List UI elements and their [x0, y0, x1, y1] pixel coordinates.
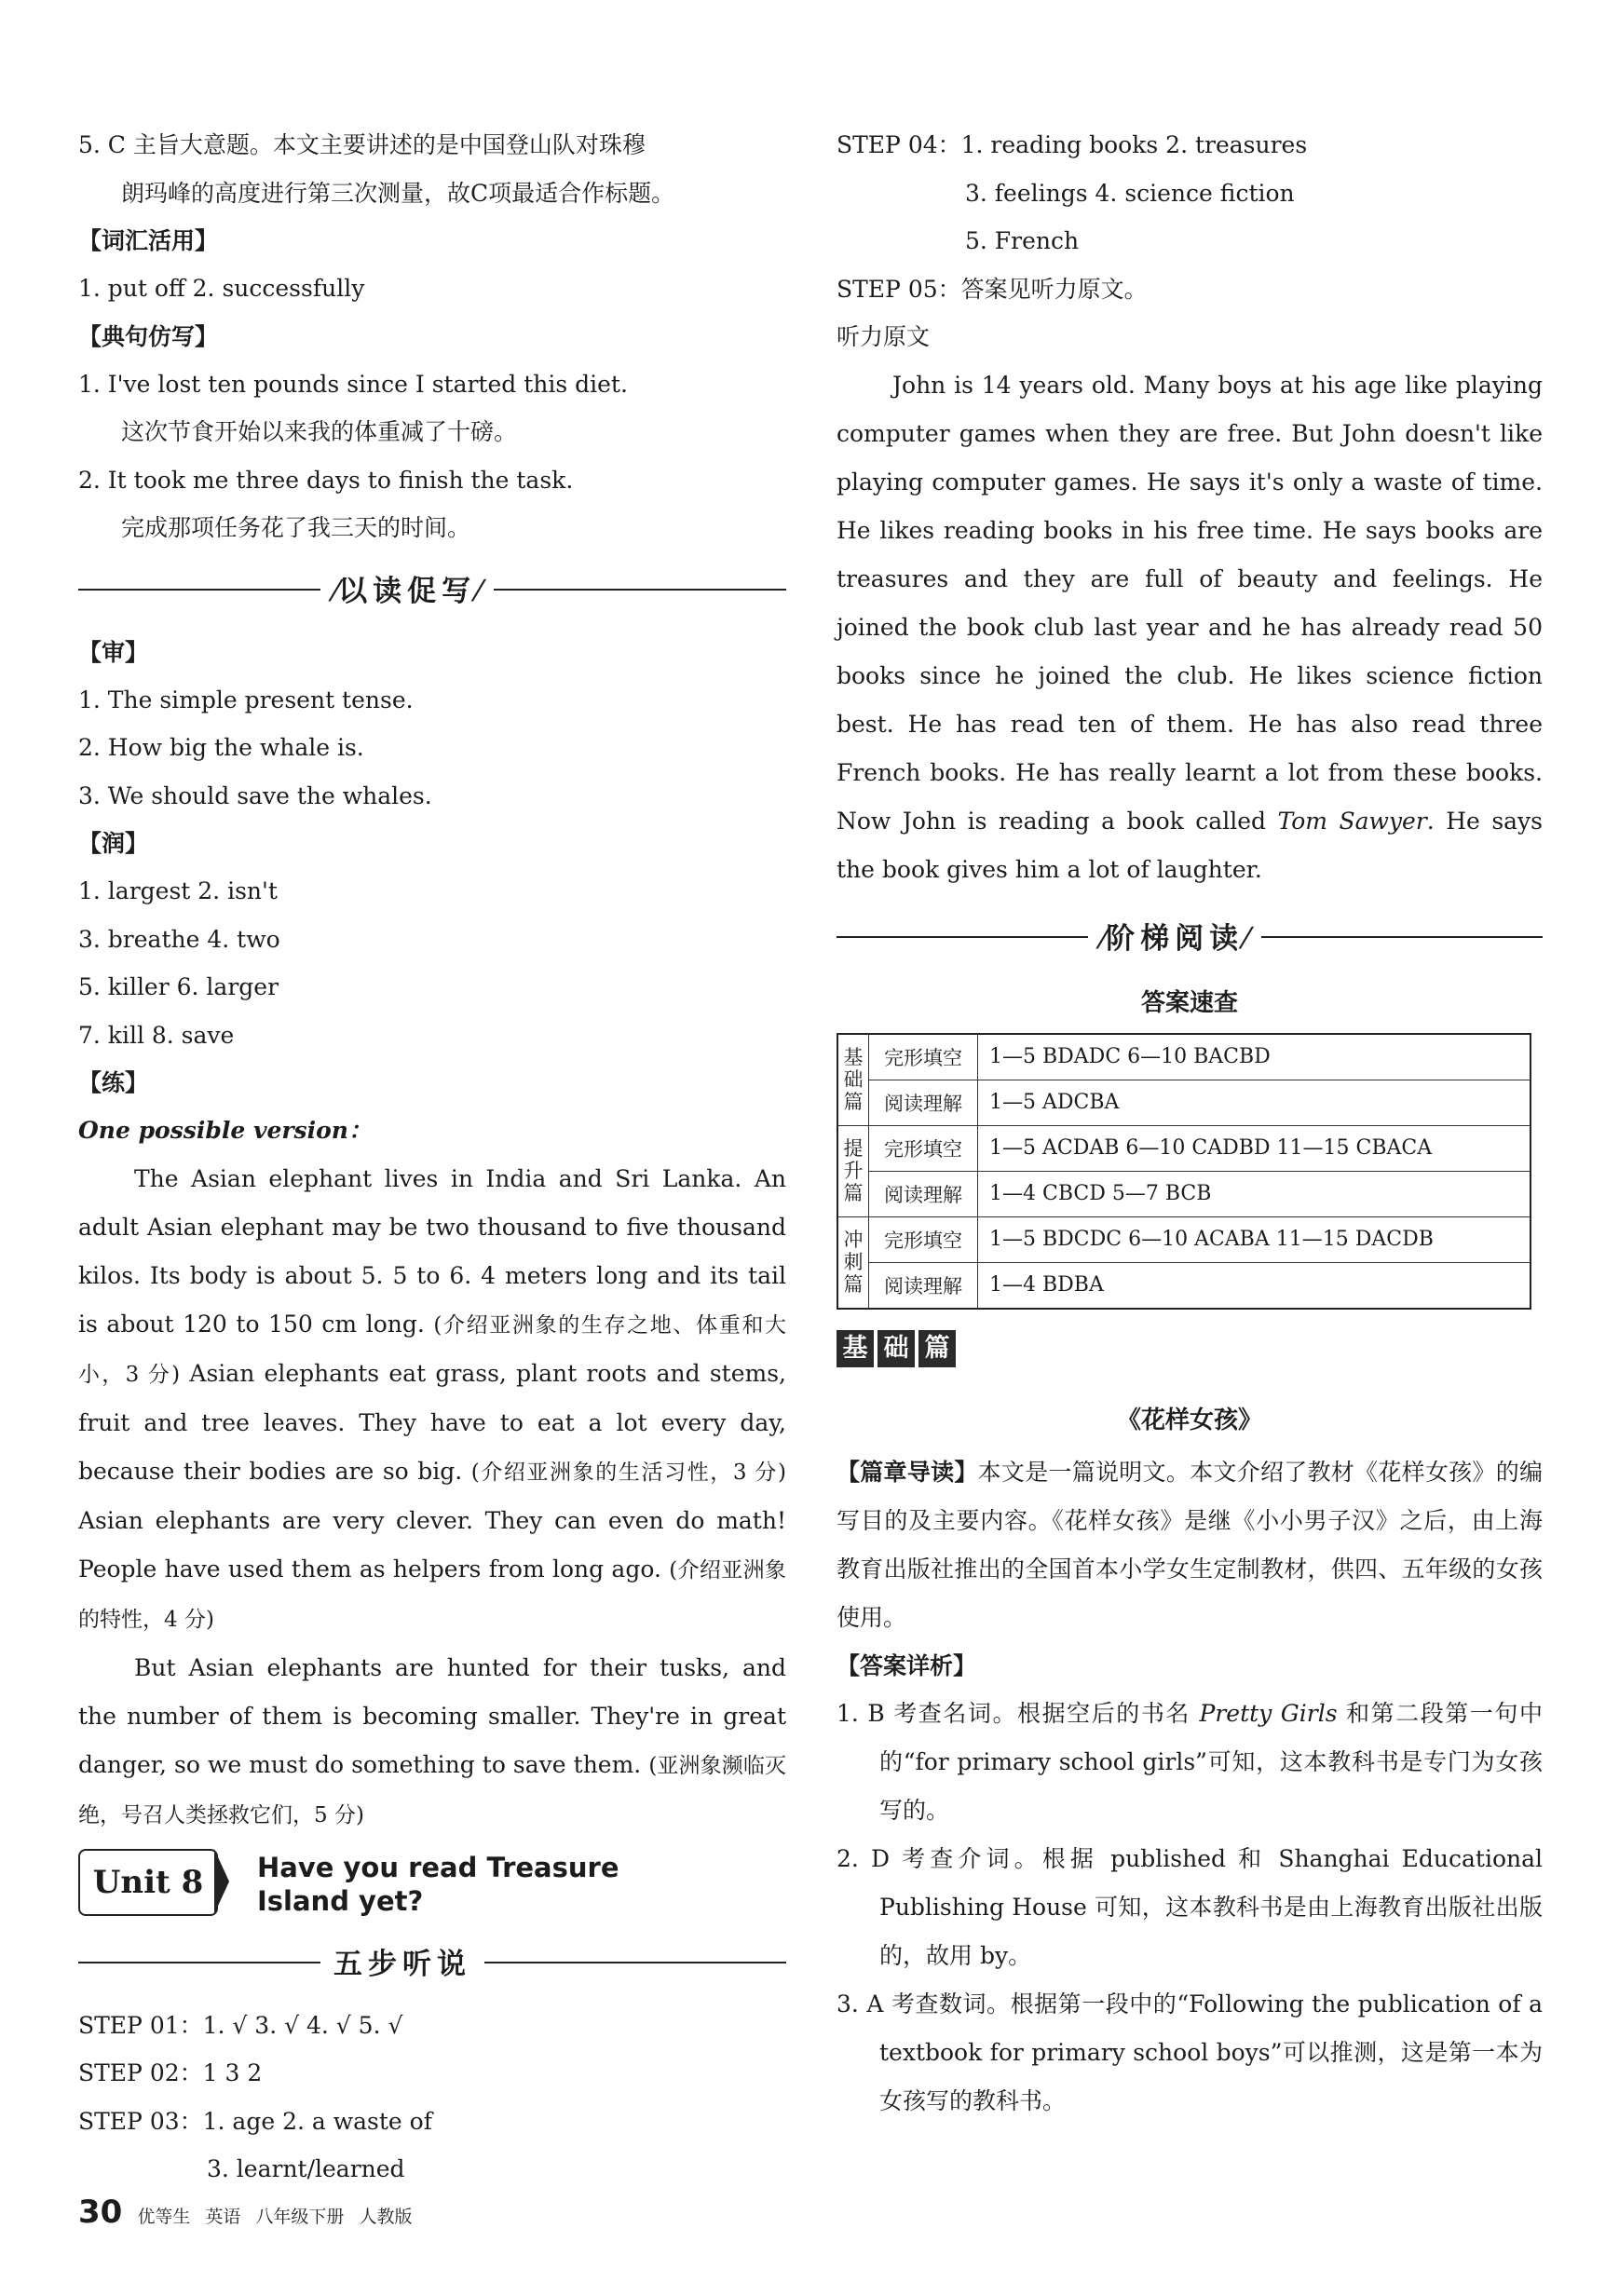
table-answers: 1—5 ADCBA: [978, 1080, 1531, 1125]
sentence-1-cn: 这次节食开始以来我的体重减了十磅。: [121, 418, 518, 445]
sentence-2-en: 2. It took me three days to finish the task.: [78, 466, 574, 494]
run-item: 1. largest 2. isn't: [78, 877, 278, 904]
essay-paragraph-1: The Asian elephant lives in India and Sri Lanka. An adult Asian elephant may be two thousand to five thousand kilos. Its body is about 5. 5 to 6. 4 meters long and its tail is about 120 to 150 cm long. (介绍亚洲象的生存之地、体重和大小，3 分) Asian elephants eat grass, plant roots and stems, fruit and tree leaves. They have to eat a lot every day, because their bodies are so big. (介绍亚洲象的生活习性，3 分) Asian elephants are very clever. They can even do math! People have used them as helpers from long ago. (介绍亚洲象的特性，4 分): [78, 1164, 787, 1632]
table-kind: 阅读理解: [869, 1080, 978, 1125]
banner-ladder-reading-title: 阶梯阅读: [1106, 921, 1245, 956]
table-kind: 完形填空: [869, 1216, 978, 1262]
essay-note: (介绍亚洲象的特性，4 分): [78, 1557, 786, 1632]
shen-item: 2. How big the whale is.: [78, 734, 364, 761]
step-03-cont: 3. learnt/learned: [207, 2155, 405, 2182]
detail-heading: 【答案详析】: [837, 1651, 977, 1679]
book-meta: 优等生 英语 八年级下册 人教版: [137, 2207, 413, 2227]
run-item: 3. breathe 4. two: [78, 925, 280, 953]
table-group: 提升篇: [837, 1125, 869, 1216]
run-item: 5. killer 6. larger: [78, 973, 279, 1000]
shen-heading: 【审】: [78, 638, 149, 666]
unit-label: Unit 8: [78, 1849, 218, 1916]
answer-table: [837, 1033, 1531, 1310]
page-footer: [78, 2194, 412, 2231]
sentence-heading: 【典句仿写】: [78, 322, 219, 350]
table-row: [837, 1034, 1531, 1080]
guide-heading: 【篇章导读】: [837, 1458, 978, 1486]
table-group: 冲刺篇: [837, 1216, 869, 1309]
version-label: One possible version：: [78, 1117, 372, 1144]
passage-title: 《花样女孩》: [1116, 1406, 1262, 1434]
listening-heading: 听力原文: [837, 323, 931, 350]
banner-listen-speak-title: 五步听说: [333, 1947, 471, 1981]
answer-table-title: 答案速查: [1140, 988, 1238, 1017]
vocab-answers: 1. put off 2. successfully: [78, 275, 365, 302]
step-04-cont: 3. feelings 4. science fiction: [965, 179, 1295, 207]
detail-2: 2. D 考查介词。根据 published 和 Shanghai Educational Publishing House 可知，这本教科书是由上海教育出版社出版的，故用 by。: [837, 1844, 1543, 1969]
essay-note: (介绍亚洲象的生存之地、体重和大小，3 分): [78, 1312, 786, 1387]
banner-read-write: ⁄以读促写⁄: [78, 562, 786, 618]
table-kind: 阅读理解: [869, 1262, 978, 1309]
shen-item: 3. We should save the whales.: [78, 781, 432, 809]
step-05: STEP 05：答案见听力原文。: [837, 275, 1148, 303]
table-kind: 完形填空: [869, 1125, 978, 1171]
table-group: 基础篇: [837, 1034, 869, 1126]
lian-heading: 【练】: [78, 1069, 149, 1096]
step-03: STEP 03：1. age 2. a waste of: [78, 2107, 432, 2135]
table-row: [837, 1262, 1531, 1309]
book-title-italic: Tom Sawyer: [1277, 807, 1427, 835]
unit-header: [78, 1849, 786, 1929]
unit-arrow-icon: [214, 1849, 229, 1914]
table-row: [837, 1171, 1531, 1216]
shen-item: 1. The simple present tense.: [78, 686, 414, 713]
detail-3: 3. A 考查数词。根据第一段中的“Following the publication of a textbook for primary school boys”可以推测，这是第一本为女孩写的教科书。: [837, 1990, 1543, 2114]
run-heading: 【润】: [78, 830, 149, 857]
sentence-1-en: 1. I've lost ten pounds since I started this diet.: [78, 370, 628, 398]
essay-note: (亚洲象濒临灭绝，号召人类拯救它们，5 分): [78, 1753, 786, 1827]
passage-guide: 【篇章导读】本文是一篇说明文。本文介绍了教材《花样女孩》的编写目的及主要内容。《花样女孩》是继《小小男子汉》之后，由上海教育出版社推出的全国首本小学女生定制教材，供四、五年级的女孩使用。: [837, 1458, 1543, 1631]
step-04-cont: 5. French: [965, 227, 1080, 254]
essay-note: (介绍亚洲象的生活习性，3 分): [470, 1460, 786, 1485]
page-number: 30: [78, 2194, 123, 2231]
section-tag-basic: 基 础 篇: [837, 1330, 956, 1367]
sentence-2-cn: 完成那项任务花了我三天的时间。: [121, 514, 471, 541]
step-04: STEP 04：1. reading books 2. treasures: [837, 131, 1308, 158]
right-column: [837, 121, 1543, 2126]
table-row: [837, 1125, 1531, 1171]
table-row: [837, 1216, 1531, 1262]
run-item: 7. kill 8. save: [78, 1021, 235, 1049]
banner-listen-speak: [78, 1935, 786, 1990]
table-answers: 1—4 CBCD 5—7 BCB: [978, 1171, 1531, 1216]
answer-q5: 5. C 主旨大意题。本文主要讲述的是中国登山队对珠穆 朗玛峰的高度进行第三次测量，故C项最适合作标题。: [78, 131, 675, 207]
table-kind: 完形填空: [869, 1034, 978, 1080]
table-kind: 阅读理解: [869, 1171, 978, 1216]
table-answers: 1—4 BDBA: [978, 1262, 1531, 1309]
table-answers: 1—5 BDCDC 6—10 ACABA 11—15 DACDB: [978, 1216, 1531, 1262]
step-02: STEP 02：1 3 2: [78, 2059, 263, 2086]
banner-read-write-title: 以读促写: [338, 574, 477, 608]
table-answers: 1—5 ACDAB 6—10 CADBD 11—15 CBACA: [978, 1125, 1531, 1171]
detail-1: 1. B 考查名词。根据空后的书名 Pretty Girls 和第二段第一句中的“for primary school girls”可知，这本教科书是专门为女孩写的。: [837, 1699, 1543, 1824]
table-row: [837, 1080, 1531, 1125]
vocab-heading: 【词汇活用】: [78, 227, 219, 254]
banner-ladder-reading: ⁄阶梯阅读⁄: [837, 909, 1543, 965]
unit-title: Have you read Treasure Island yet?: [257, 1851, 619, 1917]
step-01: STEP 01：1. √ 3. √ 4. √ 5. √: [78, 2011, 403, 2039]
listening-text: John is 14 years old. Many boys at his age like playing computer games when they are free. But John doesn't like playing computer games. He says it's only a waste of time. He likes reading books in his free time. He says books are treasures and they are full of beauty and feelings. He joined the book club last year and he has already read 50 books since he joined the club. He likes science fiction best. He has read ten of them. He has also read three French books. He has really learnt a lot from these books. Now John is reading a book called Tom Sawyer. He says the book gives him a lot of laughter.: [837, 371, 1544, 883]
table-answers: 1—5 BDADC 6—10 BACBD: [978, 1034, 1531, 1080]
left-column: [78, 121, 786, 2194]
essay-paragraph-2: But Asian elephants are hunted for their tusks, and the number of them is becoming smaller. They're in great danger, so we must do something to save them. (亚洲象濒临灭绝，号召人类拯救它们，5 分): [78, 1653, 786, 1827]
